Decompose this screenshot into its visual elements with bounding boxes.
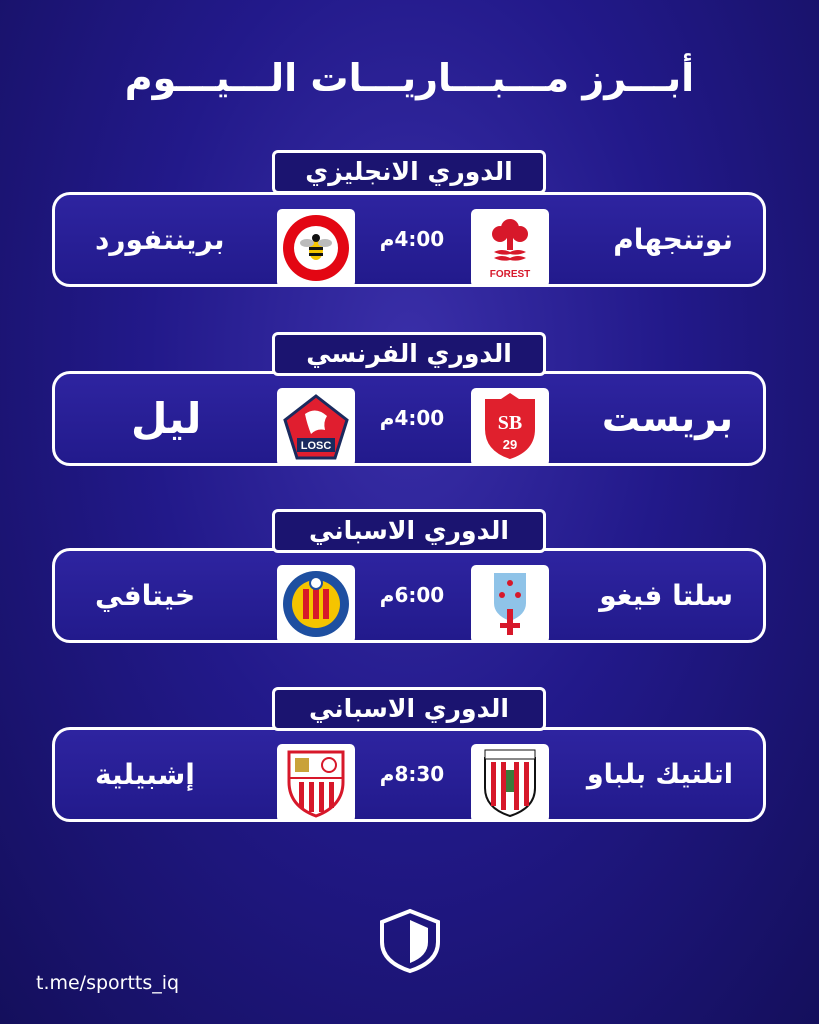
match-card [52,727,766,822]
home-team-name: اتلتيك بلباو [586,759,733,790]
nottingham-forest-crest [471,209,549,287]
home-team-name: نوتنجهام [613,223,733,256]
away-team-name: خيتافي [95,579,196,612]
match-time: 4:00م [379,227,445,251]
home-team-name: سلتا فيغو [599,579,733,612]
match-card [52,548,766,643]
league-label: الدوري الاسباني [272,687,546,731]
away-team-name: ليل [131,394,202,443]
svg-text:29: 29 [502,437,518,452]
match-time: 4:00م [379,406,445,430]
match-card [52,371,766,466]
svg-text:LOSC: LOSC [300,440,332,452]
lille-crest [277,388,355,466]
telegram-handle[interactable]: t.me/sportts_iq [36,972,180,994]
match-card [52,192,766,287]
away-team-name: برينتفورد [95,223,225,256]
athletic-bilbao-crest [471,744,549,822]
match-time: 8:30م [379,762,445,786]
celta-vigo-crest [471,565,549,643]
sevilla-crest [277,744,355,822]
league-label: الدوري الانجليزي [272,150,546,194]
brentford-crest [277,209,355,287]
svg-text:FOREST: FOREST [489,269,531,280]
match-time: 6:00م [379,583,445,607]
page-title: أبـــرز مـــبـــاريـــات الـــيـــوم [124,56,695,100]
svg-text:SB: SB [497,412,523,434]
league-label: الدوري الفرنسي [272,332,546,376]
away-team-name: إشبيلية [95,758,195,791]
getafe-crest [277,565,355,643]
home-team-name: بريست [601,396,733,440]
shield-logo-icon [378,908,442,978]
league-label: الدوري الاسباني [272,509,546,553]
brest-crest [471,388,549,466]
